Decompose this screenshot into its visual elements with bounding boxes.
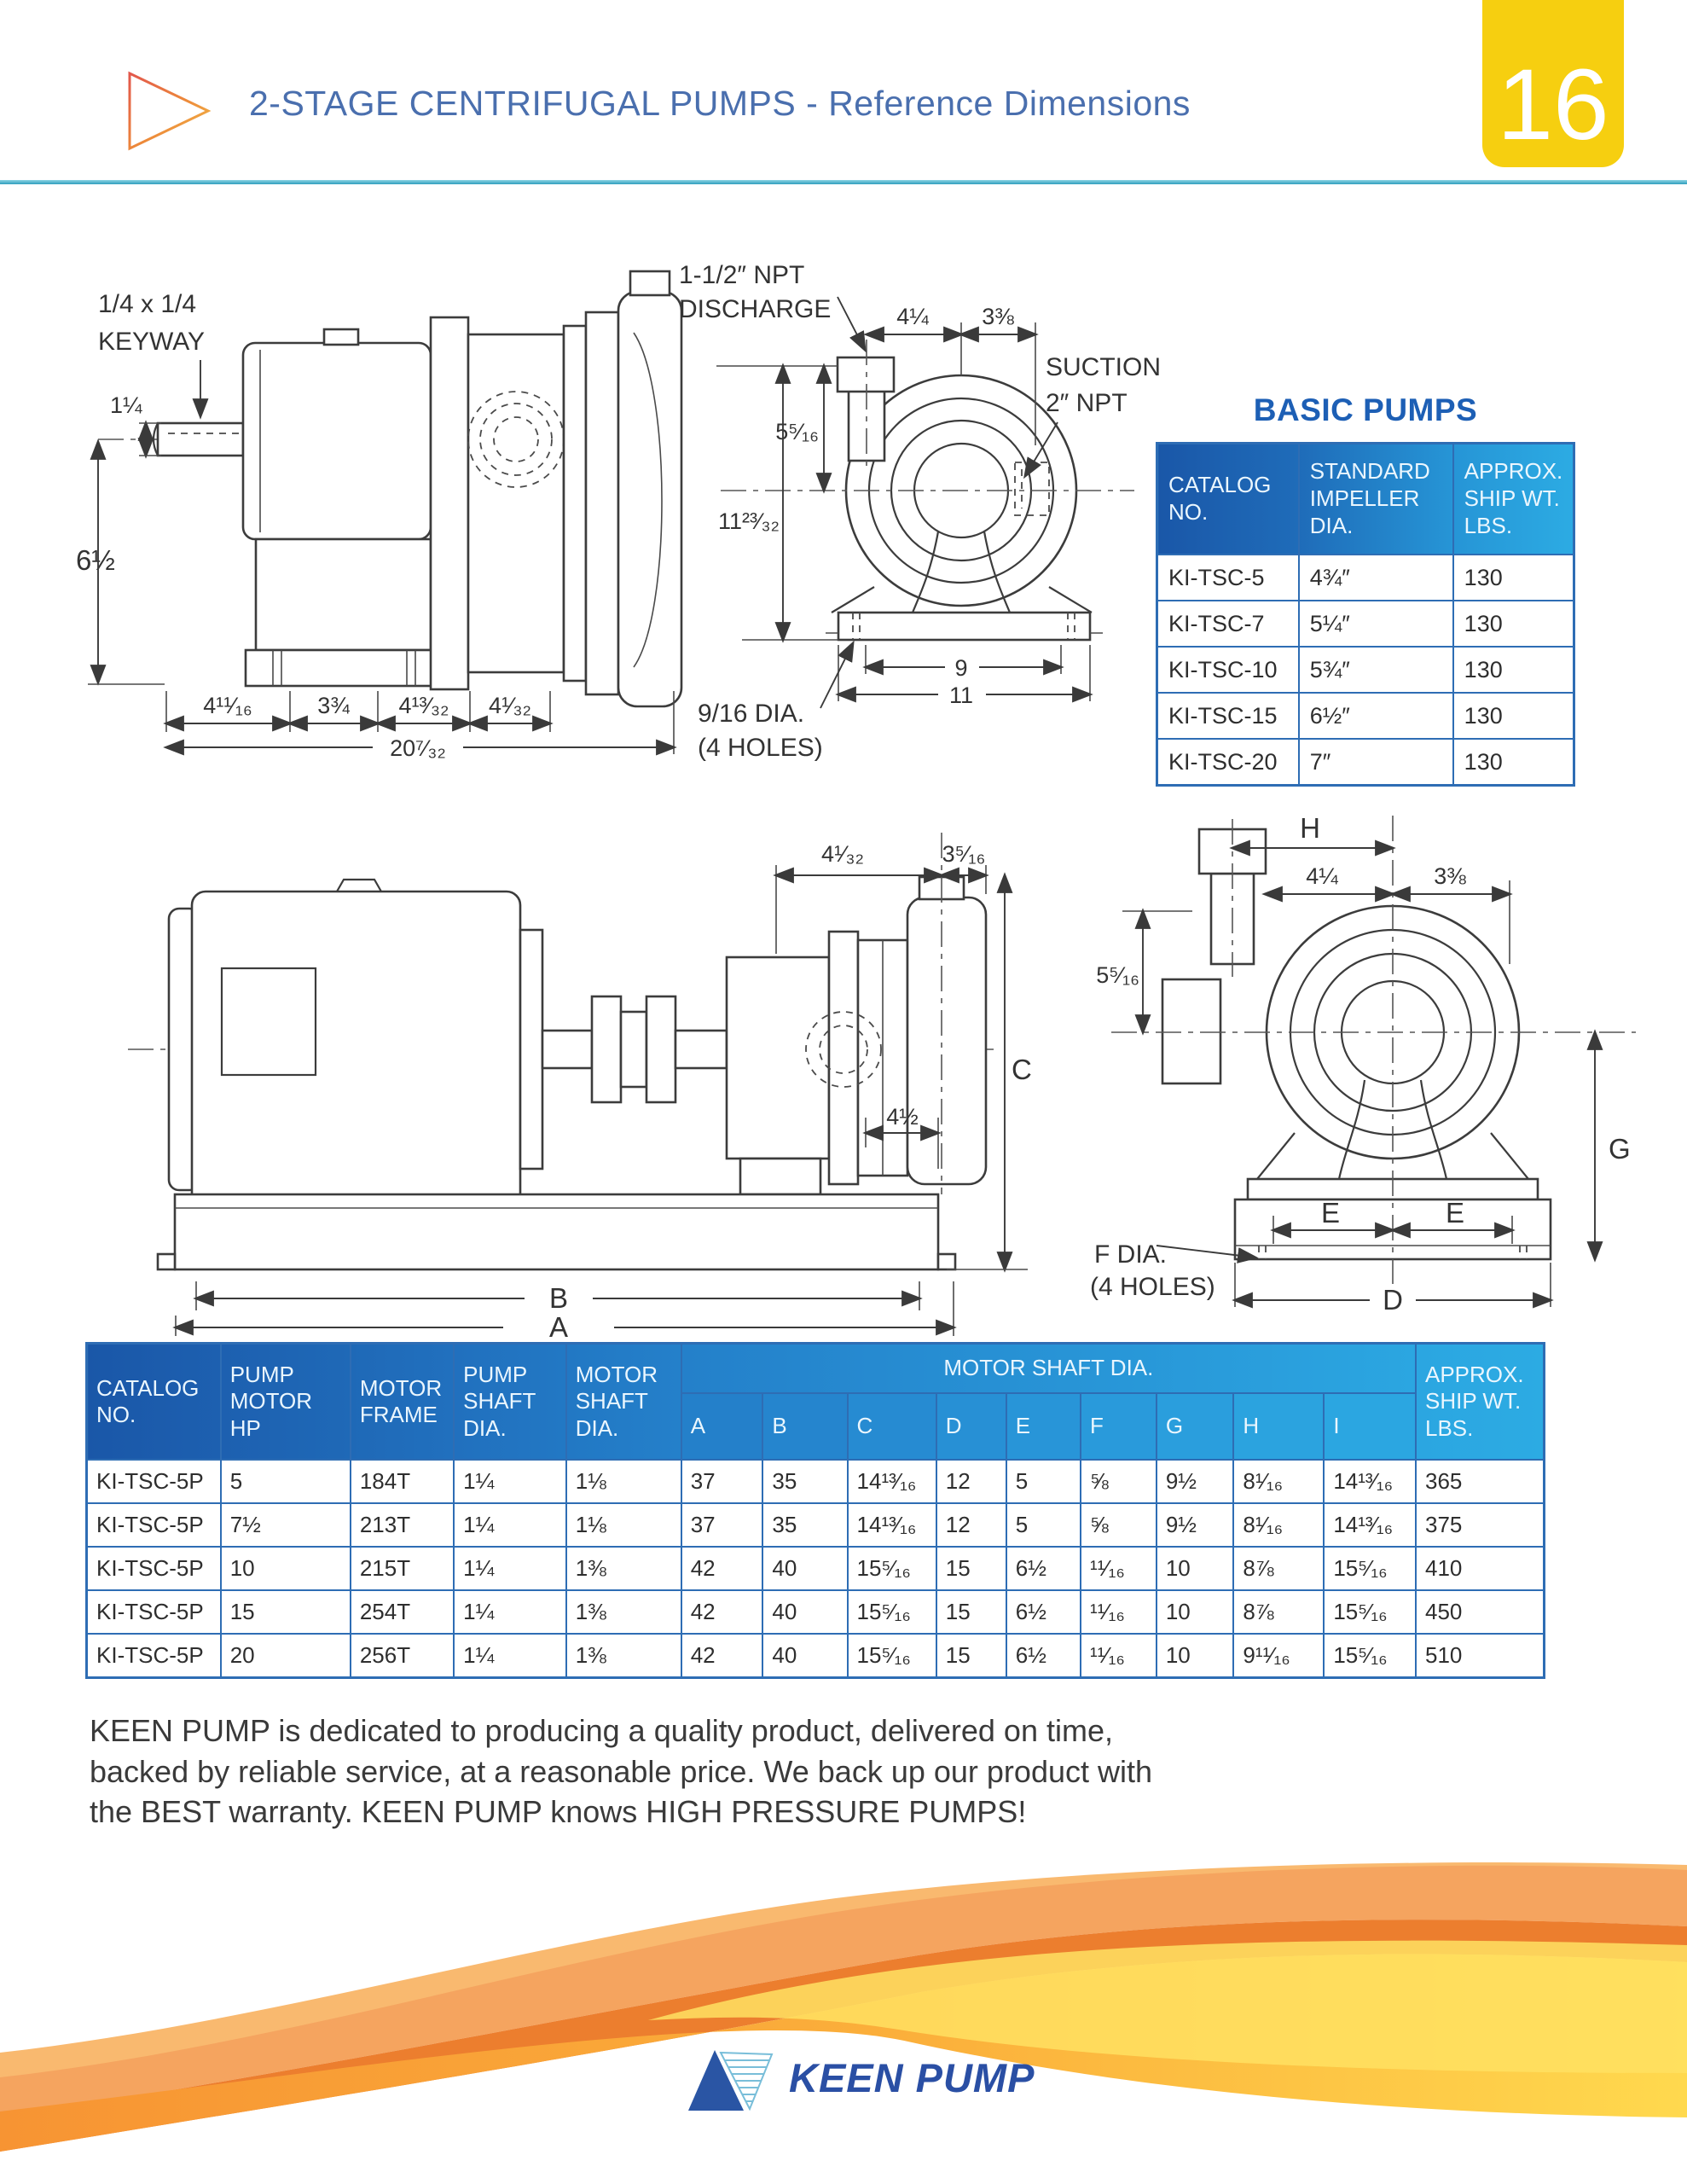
basic-pumps-title: BASIC PUMPS	[1253, 392, 1478, 427]
dim-top-left: 4¼	[896, 304, 929, 329]
cell: 256T	[351, 1634, 454, 1678]
dim-upper: 5⁵⁄₁₆	[775, 419, 819, 444]
col-frame: MOTOR FRAME	[351, 1344, 454, 1461]
keyway-label-line2: KEYWAY	[98, 328, 206, 356]
cell: 130	[1453, 601, 1574, 647]
cell: 14¹³⁄₁₆	[848, 1503, 936, 1547]
cell: KI-TSC-5P	[87, 1547, 221, 1590]
dim-total-height: 11²³⁄₃₂	[718, 508, 780, 534]
dim-upper: 5⁵⁄₁₆	[1096, 962, 1139, 988]
cell: 6½	[1006, 1590, 1081, 1634]
dim-b: B	[548, 1282, 569, 1314]
col-ship-wt: APPROX. SHIP WT. LBS.	[1416, 1344, 1545, 1461]
dim-seg2: 3¾	[317, 693, 350, 718]
col-C: C	[848, 1393, 936, 1460]
cell: KI-TSC-5	[1157, 555, 1299, 601]
cell: ¹¹⁄₁₆	[1081, 1634, 1157, 1678]
dim-a: A	[548, 1311, 569, 1339]
cell: KI-TSC-5P	[87, 1503, 221, 1547]
table-row	[87, 1590, 1545, 1634]
striped-triangle-icon	[104, 53, 266, 172]
cell: 10	[1157, 1547, 1234, 1590]
basic-row	[1157, 693, 1574, 739]
cell: 1⅜	[566, 1634, 681, 1678]
f-holes-label-line1: F DIA.	[1094, 1240, 1168, 1269]
dim-base-width: 11	[948, 682, 974, 708]
footer-wave-graphic	[0, 1817, 1687, 2184]
cell: 14¹³⁄₁₆	[1324, 1503, 1416, 1547]
cell: 15	[221, 1590, 351, 1634]
table-row	[87, 1460, 1545, 1503]
cell: ¹¹⁄₁₆	[1081, 1590, 1157, 1634]
letter-dims-front-view-drawing	[1090, 785, 1687, 1322]
cell: 1¼	[454, 1503, 566, 1547]
cell: 375	[1416, 1503, 1545, 1547]
cell: 40	[762, 1547, 847, 1590]
basic-row	[1157, 601, 1574, 647]
cell: 254T	[351, 1590, 454, 1634]
cell: 12	[936, 1503, 1006, 1547]
table-row	[87, 1547, 1545, 1590]
basic-row	[1157, 555, 1574, 601]
cell: 9¹¹⁄₁₆	[1233, 1634, 1324, 1678]
cell: 365	[1416, 1460, 1545, 1503]
cell: KI-TSC-5P	[87, 1634, 221, 1678]
dim-e2: E	[1445, 1197, 1465, 1228]
cell: 15	[936, 1590, 1006, 1634]
cell: 42	[681, 1547, 763, 1590]
cell: 10	[1157, 1590, 1234, 1634]
cell: ⅝	[1081, 1503, 1157, 1547]
logo-text: KEEN PUMP	[789, 2054, 1035, 2100]
cell: 37	[681, 1503, 763, 1547]
cell: 215T	[351, 1547, 454, 1590]
basic-row	[1157, 739, 1574, 786]
cell: 15⁵⁄₁₆	[848, 1590, 936, 1634]
cell: 5¼″	[1299, 601, 1453, 647]
dim-seg4: 4¹⁄₃₂	[489, 693, 531, 718]
cell: 184T	[351, 1460, 454, 1503]
cell: KI-TSC-7	[1157, 601, 1299, 647]
cell: 15	[936, 1547, 1006, 1590]
paragraph-line: backed by reliable service, at a reasonable price. We back up our product with	[90, 1753, 1153, 1789]
discharge-label-line2: DISCHARGE	[679, 295, 832, 323]
cell: 5	[1006, 1460, 1081, 1503]
cell: 6½″	[1299, 693, 1453, 739]
cell: 15⁵⁄₁₆	[1324, 1547, 1416, 1590]
col-B: B	[762, 1393, 847, 1460]
col-G: G	[1157, 1393, 1234, 1460]
cell: 510	[1416, 1634, 1545, 1678]
cell: 8¹⁄₁₆	[1233, 1503, 1324, 1547]
dim-shaft-dia: 1¼	[110, 392, 142, 418]
cell: 1¼	[454, 1547, 566, 1590]
dim-top-right: 3⅜	[1434, 863, 1466, 889]
cell: KI-TSC-5P	[87, 1460, 221, 1503]
cell: 42	[681, 1590, 763, 1634]
paragraph-line: KEEN PUMP is dedicated to producing a quality product, delivered on time,	[90, 1713, 1113, 1748]
basic-pumps-table	[1156, 442, 1575, 787]
cell: KI-TSC-15	[1157, 693, 1299, 739]
dimensions-table	[85, 1342, 1545, 1679]
cell: 5	[221, 1460, 351, 1503]
dim-h: H	[1300, 812, 1320, 844]
col-catalog: CATALOG NO.	[87, 1344, 221, 1461]
cell: 35	[762, 1503, 847, 1547]
suction-label-line1: SUCTION	[1046, 353, 1161, 381]
cell: KI-TSC-5P	[87, 1590, 221, 1634]
cell: 37	[681, 1460, 763, 1503]
col-motor-shaft: MOTOR SHAFT DIA.	[566, 1344, 681, 1461]
cell: 6½	[1006, 1634, 1081, 1678]
cell: 410	[1416, 1547, 1545, 1590]
cell: 15⁵⁄₁₆	[1324, 1590, 1416, 1634]
basic-col-catalog: CATALOG NO.	[1157, 444, 1299, 555]
cell: 12	[936, 1460, 1006, 1503]
cell: 9½	[1157, 1503, 1234, 1547]
header-divider	[0, 180, 1687, 184]
cell: 213T	[351, 1503, 454, 1547]
discharge-label-line1: 1-1/2″ NPT	[679, 261, 805, 289]
table-row	[87, 1503, 1545, 1547]
keen-pump-logo	[687, 2046, 1035, 2114]
basic-col-impeller: STANDARD IMPELLER DIA.	[1299, 444, 1453, 555]
cell: 15	[936, 1634, 1006, 1678]
page-number-badge	[1482, 0, 1624, 167]
dim-g: G	[1609, 1133, 1631, 1165]
cell: 15⁵⁄₁₆	[848, 1634, 936, 1678]
group-header-motor-shaft-dia: MOTOR SHAFT DIA.	[681, 1344, 1416, 1394]
dim-seg1: 4¹¹⁄₁₆	[203, 693, 252, 718]
cell: 10	[221, 1547, 351, 1590]
col-pump-shaft: PUMP SHAFT DIA.	[454, 1344, 566, 1461]
marketing-paragraph	[90, 1711, 1369, 1833]
dim-top-right: 3⅜	[982, 304, 1014, 329]
holes-label-line1: 9/16 DIA.	[698, 700, 805, 728]
cell: 40	[762, 1634, 847, 1678]
cell: 4¾″	[1299, 555, 1453, 601]
cell: 450	[1416, 1590, 1545, 1634]
cell: 130	[1453, 647, 1574, 693]
cell: 1¼	[454, 1634, 566, 1678]
cell: 35	[762, 1460, 847, 1503]
cell: 1⅜	[566, 1547, 681, 1590]
cell: 10	[1157, 1634, 1234, 1678]
table-row	[87, 1634, 1545, 1678]
dim-seg3: 4¹³⁄₃₂	[398, 693, 449, 718]
cell: 15⁵⁄₁₆	[848, 1547, 936, 1590]
suction-label-line2: 2″ NPT	[1046, 389, 1128, 417]
cell: 20	[221, 1634, 351, 1678]
col-hp: PUMP MOTOR HP	[221, 1344, 351, 1461]
cell: KI-TSC-20	[1157, 739, 1299, 786]
cell: 14¹³⁄₁₆	[1324, 1460, 1416, 1503]
cell: KI-TSC-10	[1157, 647, 1299, 693]
basic-row	[1157, 647, 1574, 693]
cell: 40	[762, 1590, 847, 1634]
cell: 15⁵⁄₁₆	[1324, 1634, 1416, 1678]
col-I: I	[1324, 1393, 1416, 1460]
dim-e1: E	[1320, 1197, 1341, 1228]
assembly-side-view-drawing	[94, 793, 1032, 1339]
cell: ¹¹⁄₁₆	[1081, 1547, 1157, 1590]
pump-front-view-drawing	[657, 247, 1186, 768]
cell: 8¹⁄₁₆	[1233, 1460, 1324, 1503]
dim-c: C	[1012, 1054, 1032, 1085]
page-number: 16	[1497, 49, 1609, 161]
cell: 1⅛	[566, 1460, 681, 1503]
dim-height: 6½	[76, 544, 115, 576]
cell: 1¼	[454, 1590, 566, 1634]
keyway-label-line1: 1/4 x 1/4	[98, 290, 197, 318]
col-A: A	[681, 1393, 763, 1460]
dim-bolt-span: 9	[954, 655, 968, 681]
keen-pump-logo-mark	[687, 2046, 775, 2114]
basic-col-shipwt: APPROX. SHIP WT. LBS.	[1453, 444, 1574, 555]
col-D: D	[936, 1393, 1006, 1460]
holes-label-line2: (4 HOLES)	[698, 734, 823, 762]
col-F: F	[1081, 1393, 1157, 1460]
col-E: E	[1006, 1393, 1081, 1460]
cell: 130	[1453, 739, 1574, 786]
cell: 5¾″	[1299, 647, 1453, 693]
dim-d: D	[1383, 1284, 1403, 1316]
cell: 7″	[1299, 739, 1453, 786]
cell: 5	[1006, 1503, 1081, 1547]
cell: 14¹³⁄₁₆	[848, 1460, 936, 1503]
cell: 42	[681, 1634, 763, 1678]
col-H: H	[1233, 1393, 1324, 1460]
page-title: 2-STAGE CENTRIFUGAL PUMPS - Reference Dimensions	[249, 84, 1191, 123]
cell: 9½	[1157, 1460, 1234, 1503]
cell: ⅝	[1081, 1460, 1157, 1503]
dim-top-left: 4¼	[1306, 863, 1338, 889]
dim-overall: 20⁷⁄₃₂	[390, 735, 446, 759]
paragraph-line: the BEST warranty. KEEN PUMP knows HIGH PRESSURE PUMPS!	[90, 1794, 1027, 1830]
cell: 130	[1453, 555, 1574, 601]
cell: 8⅞	[1233, 1547, 1324, 1590]
cell: 7½	[221, 1503, 351, 1547]
cell: 8⅞	[1233, 1590, 1324, 1634]
cell: 1¼	[454, 1460, 566, 1503]
cell: 130	[1453, 693, 1574, 739]
cell: 1⅜	[566, 1590, 681, 1634]
cell: 1⅛	[566, 1503, 681, 1547]
dim-top-left: 4¹⁄₃₂	[821, 841, 864, 867]
cell: 6½	[1006, 1547, 1081, 1590]
dim-base-offset: 4½	[886, 1104, 919, 1130]
f-holes-label-line2: (4 HOLES)	[1090, 1273, 1215, 1301]
pump-side-view-drawing	[72, 230, 687, 759]
dim-top-right: 3⁵⁄₁₆	[942, 841, 986, 867]
